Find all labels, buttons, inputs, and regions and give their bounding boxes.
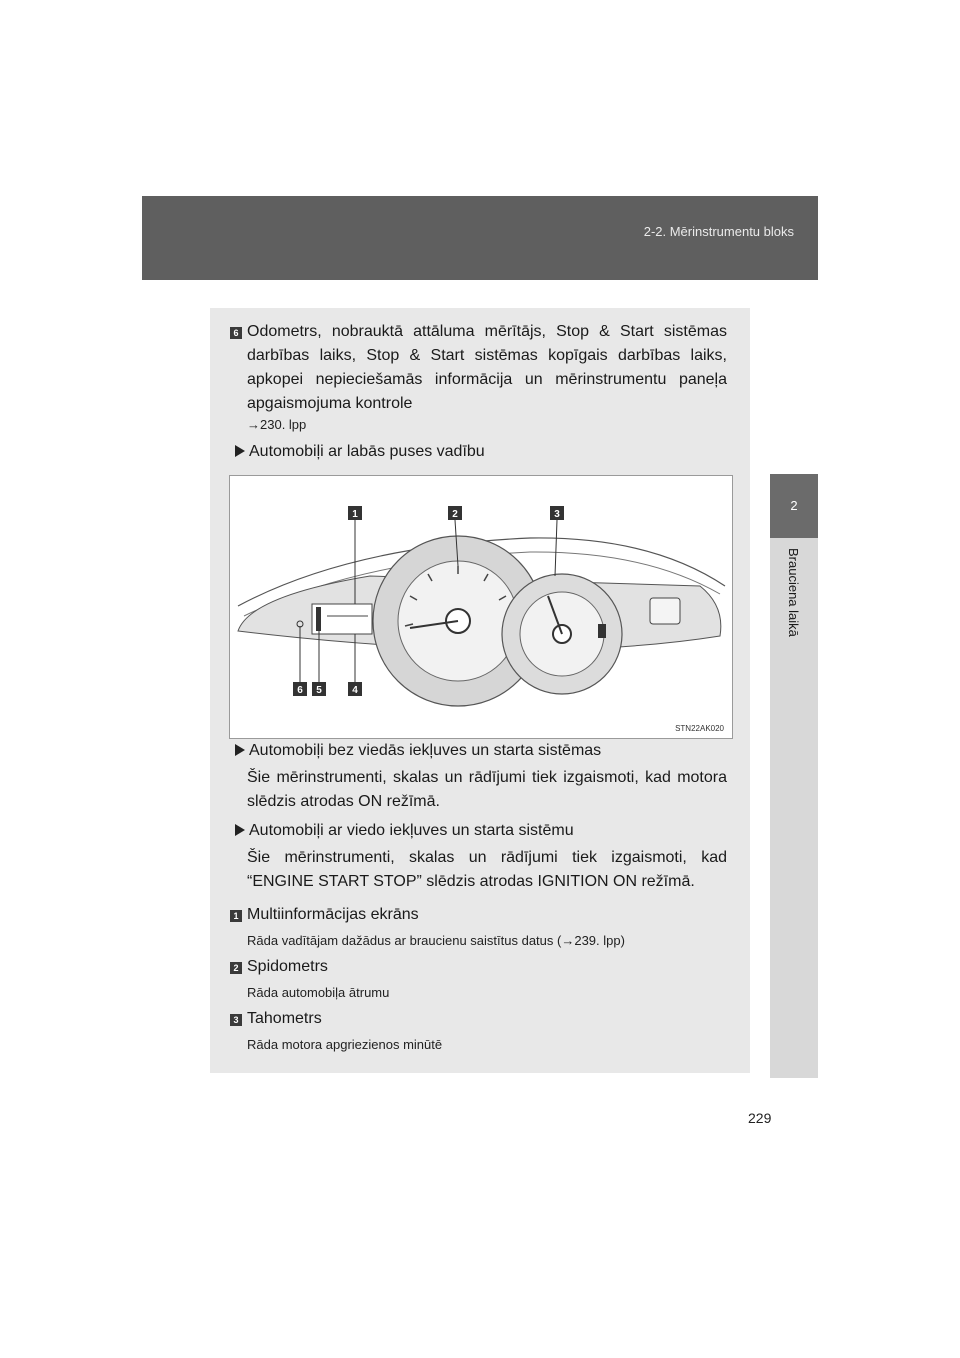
smart-text: Šie mērinstrumenti, skalas un rādījumi tiek izgaismoti, kad “ENGINE START STOP” slēdzis atrodas IGNITION ON režīmā. [247,849,727,890]
item-2-title: Spidometrs [247,958,328,975]
chapter-tab [770,474,818,538]
callout-label-4: 4 [352,685,358,696]
smart-heading-line [235,822,574,840]
triangle-bullet-icon [235,744,245,756]
chapter-title: Brauciena laikā [786,548,801,637]
page-number: 229 [748,1110,772,1126]
rhd-heading-line [235,443,485,461]
item-6-badge: 6 [230,327,242,339]
figure-code: STN22AK020 [675,724,724,733]
no-smart-heading: Automobiļi bez viedās iekļuves un starta sistēmas [249,742,602,759]
item-6-text: Odometrs, nobrauktā attāluma mērītājs, Stop & Start sistēmas darbības laiks, Stop & Start sistēmas kopīgais darbības laiks, apkopei nepieciešamās informācija un mērinstrumentu paneļa apgaismojuma kontrole [247,323,727,412]
callout-label-6: 6 [297,685,303,696]
fuel-bar [316,607,321,631]
section-title: 2-2. Mērinstrumentu bloks [643,224,794,239]
item-2-desc: Rāda automobiļa ātrumu [247,985,390,1000]
trip-button [650,598,680,624]
temp-indicator [598,624,606,638]
rhd-heading: Automobiļi ar labās puses vadību [249,443,485,460]
header-band [142,196,818,280]
item-3-title: Tahometrs [247,1010,322,1027]
callout-label-3: 3 [554,509,560,520]
callout-label-5: 5 [316,685,322,696]
item-1-desc: Rāda vadītājam dažādus ar braucienu saistītus datus (→239. lpp) [247,933,625,948]
smart-heading: Automobiļi ar viedo iekļuves un starta sistēmu [249,822,574,839]
item-2-badge: 2 [230,962,242,974]
no-smart-text: Šie mērinstrumenti, skalas un rādījumi tiek izgaismoti, kad motora slēdzis atrodas ON režīmā. [247,769,727,810]
item-3-desc: Rāda motora apgriezienos minūtē [247,1037,443,1052]
item-6-ref: →230. lpp [247,417,307,432]
triangle-bullet-icon [235,445,245,457]
triangle-bullet-icon [235,824,245,836]
callout-label-1: 1 [352,509,358,520]
callout-line-3 [555,520,557,576]
item-3-badge: 3 [230,1014,242,1026]
content-panel [210,308,750,1073]
item-1-title: Multiinformācijas ekrāns [247,906,419,923]
no-smart-heading-line [235,742,601,760]
callout-label-2: 2 [452,509,458,520]
cluster-illustration [230,476,732,738]
instrument-cluster-figure [229,475,733,739]
chapter-number: 2 [790,498,798,513]
item-1-badge: 1 [230,910,242,922]
